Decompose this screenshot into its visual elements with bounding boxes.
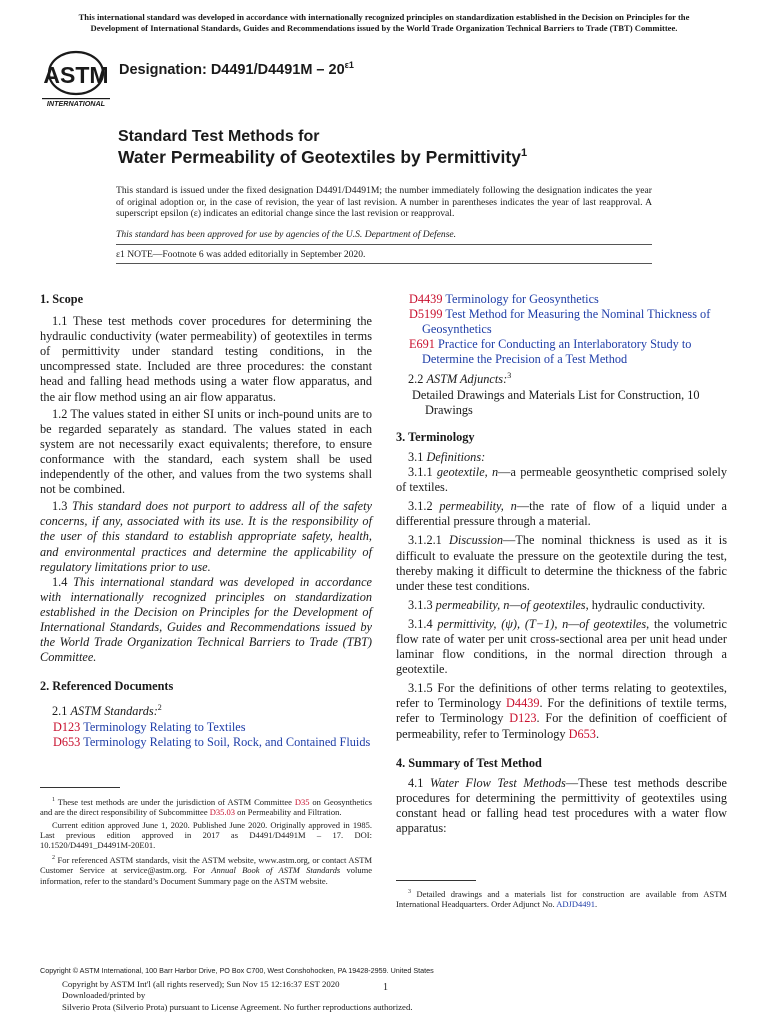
footnote-1: $^1$ These test methods are under the jurisdiction of ASTM Committee D35 on Geosynthetics and are the direct responsibility of Subcommittee D35.03 on Permeability and Filtration. (40, 796, 372, 818)
para-2-2-text: ASTM Adjuncts: (426, 372, 508, 387)
intro-note-rule (116, 263, 652, 264)
para-3-1-4-num: 3.1.4 (408, 616, 433, 631)
ref-d653-code[interactable]: D653 (53, 734, 81, 749)
title-footnote-mark: 1 (520, 147, 528, 160)
ref-e691-code[interactable]: E691 (409, 337, 435, 352)
ref-d4439-title[interactable]: Terminology for Geosynthetics (445, 292, 599, 306)
para-3-1-2-text: —the rate of flow of a liquid under a differential pressure through a material. (396, 499, 727, 529)
para-2-1 (40, 700, 372, 719)
para-3-1-5-b: . For the definitions of textile terms, refer to Terminology (396, 696, 727, 726)
footnote-1-d35[interactable]: D35 (294, 796, 310, 807)
para-3-1-2 (396, 499, 727, 529)
para-3-1-1-text: —a permeable geosynthetic comprised solely of textiles. (396, 465, 727, 495)
para-3-1-3-text: , hydraulic conductivity. (585, 597, 706, 612)
footnote-1-c: on Permeability and Filtration. (237, 807, 342, 818)
footer-license (62, 979, 413, 1013)
footnote-3 (396, 887, 727, 910)
para-3-1-4-text: , the volumetric flow rate of water per unit cross-sectional area per unit head under laminar flow conditions, in the normal direction through a geotextile. (396, 616, 727, 677)
designation (119, 60, 354, 78)
ref-d653-title[interactable]: Terminology Relating to Soil, Rock, and Contained Fluids (83, 734, 371, 749)
para-2-1-sup: 2 (157, 703, 162, 713)
section-3-heading: 3. Terminology (396, 429, 475, 444)
editorial-note: ε1 NOTE—Footnote 6 was added editorially in September 2020. (116, 249, 366, 260)
para-3-1-5-c: . For the definition of coefficient of permeability, refer to Terminology (396, 711, 727, 741)
footer-line3: Silverio Prota (Silverio Prota) pursuant to License Agreement. No further reproductions authorized. (62, 1001, 413, 1012)
ref-e691-title[interactable]: Practice for Conducting an Interlaboratory Study to Determine the Precision of a Test Method (422, 337, 692, 367)
astm-logo (40, 50, 112, 108)
para-1-3-text: This standard does not purport to address all of the safety concerns, if any, associated with its use. It is the responsibility of the user of this standard to establish appropriate safety, health, and environmental practices and determine the applicability of regulatory limitations prior to use. (40, 499, 372, 574)
para-3-1-5-ref-d4439[interactable]: D4439 (506, 696, 540, 711)
footnote-3-a: Detailed drawings and a materials list for construction are available from ASTM International Headquarters. Order Adjunct No. (396, 888, 727, 910)
section-4-heading: 4. Summary of Test Method (396, 755, 542, 770)
para-3-1-2-1-term: Discussion (449, 533, 504, 548)
para-3-1-3-num: 3.1.3 (408, 597, 433, 612)
para-1-4-num: 1.4 (52, 574, 68, 589)
page-number: 1 (383, 982, 388, 993)
para-1-3-num: 1.3 (52, 499, 68, 514)
designation-sup: ε1 (344, 60, 354, 70)
title-line1: Standard Test Methods for (118, 128, 320, 145)
footnote-2-a: For referenced ASTM standards, visit the ASTM website, www.astm.org, or contact ASTM Customer Service at service@astm.org. For (40, 854, 373, 876)
ref-e691[interactable] (409, 337, 727, 367)
para-1-4-text: This international standard was developed in accordance with internationally recognized principles on standardization established in the Decision on Principles for the Development of International Standards, Guides and Recommendations issued by the World Trade Organization Technical Barriers to Trade (TBT) Committee. (40, 574, 373, 665)
title-line2-text: Water Permeability of Geotextiles by Permittivity (118, 147, 521, 167)
ref-d4439[interactable] (409, 292, 727, 307)
para-2-1-num: 2.1 (52, 704, 68, 719)
para-3-1-4-term: permittivity, (ψ), (T−1), n—of geotextiles (437, 616, 647, 631)
para-3-1-2-num: 3.1.2 (408, 499, 433, 514)
ref-d5199[interactable] (409, 307, 727, 337)
para-3-1-4 (396, 617, 727, 677)
left-column (40, 292, 372, 750)
para-3-1 (396, 450, 727, 465)
para-1-3 (40, 499, 372, 574)
para-4-1-num: 4.1 (408, 775, 424, 790)
para-2-2-sup: 3 (507, 371, 512, 381)
footnote-1-b: on Geosynthetics and are the direct responsibility of Subcommittee (40, 796, 372, 818)
ref-d5199-code[interactable]: D5199 (409, 307, 443, 322)
footnote-3-b: . (595, 899, 598, 910)
para-2-1-text: ASTM Standards: (70, 704, 158, 719)
para-3-1-num: 3.1 (408, 449, 424, 464)
footnote-3-body: $^3$ Detailed drawings and a materials list for construction are available from ASTM International Headquarters. Order Adjunct No. ADJD4491. (396, 888, 727, 910)
para-3-1-5 (396, 681, 727, 741)
top-notice (30, 12, 738, 34)
para-1-4 (40, 575, 372, 666)
para-3-1-text: Definitions: (426, 449, 486, 464)
logo-subtext: INTERNATIONAL (46, 99, 106, 108)
para-3-1-2-1 (396, 533, 727, 593)
para-3-1-2-term: permeability, n (439, 499, 517, 514)
footnote-2-italic: Annual Book of ASTM Standards (211, 865, 341, 876)
ref-d653[interactable] (53, 735, 372, 750)
para-3-1-5-a: 3.1.5 For the definitions of other terms relating to geotextiles, refer to Terminology (396, 681, 727, 711)
para-3-1-2-1-num: 3.1.2.1 (408, 533, 442, 548)
para-3-1-3-term: permeability, n—of geotextiles (435, 597, 586, 612)
dod-approval: This standard has been approved for use by agencies of the U.S. Department of Defense. (116, 229, 457, 240)
para-3-1-1 (396, 465, 727, 495)
para-1-1: 1.1 These test methods cover procedures for determining the hydraulic conductivity (water permeability) of geotextiles in terms of permittivity under standard testing conditions, in the uncompressed state. Included are three procedures: the constant head and falling head methods using a water flow apparatus, and the air flow method using an air flow apparatus. (40, 314, 372, 404)
ref-d5199-title[interactable]: Test Method for Measuring the Nominal Thickness of Geosynthetics (422, 307, 711, 337)
section-1-heading: 1. Scope (40, 292, 84, 306)
footnote-2-b: volume information, refer to the standard’s Document Summary page on the ASTM website. (40, 865, 373, 886)
footer-copyright: Copyright © ASTM International, 100 Barr Harbor Drive, PO Box C700, West Conshohocken, PA 19428-2959. United States (40, 966, 434, 975)
footer-line1: Copyright by ASTM Int'l (all rights reserved); Sun Nov 15 12:16:37 EST 2020 (62, 979, 340, 989)
footnote-1-edition: Current edition approved June 1, 2020. Published June 2020. Originally approved in 1985. Last previous edition approved in 2017 as D4491/D4491M – 17. DOI: 10.1520/D4491_D4491M-20E01. (40, 819, 372, 851)
para-3-1-5-ref-d123[interactable]: D123 (509, 711, 537, 726)
footnote-2: $^2$ For referenced ASTM standards, visit the ASTM website, www.astm.org, or contact ASTM Customer Service at service@astm.org. For Annual Book of ASTM Standards volume information, refer to the standard’s Document Summary page on the ASTM website. (40, 854, 373, 886)
footnote-1-a: These test methods are under the jurisdiction of ASTM Committee (57, 796, 292, 807)
ref-d123[interactable] (53, 720, 372, 735)
top-notice-line1: This international standard was developed in accordance with internationally recognized principles on standardization established in the Decision on Principles for the (78, 12, 690, 22)
para-4-1 (396, 776, 727, 836)
right-column (396, 292, 727, 836)
para-3-1-1-term: geotextile, n (436, 465, 499, 480)
intro-rule (116, 244, 652, 245)
designation-label: Designation: D4491/D4491M – 20 (119, 61, 345, 78)
para-2-2-num: 2.2 (408, 372, 424, 387)
para-3-1-3 (396, 598, 727, 613)
section-2-heading: 2. Referenced Documents (40, 679, 174, 694)
right-footnote-rule (396, 880, 476, 881)
adjunct-item: Detailed Drawings and Materials List for Construction, 10 Drawings (412, 387, 700, 417)
top-notice-line2: Development of International Standards, Guides and Recommendations issued by the World Trade Organization Technical Barriers to Trade (TBT) Committee. (90, 23, 678, 33)
para-1-2: 1.2 The values stated in either SI units or inch-pound units are to be regarded separately as standard. The values stated in each system are not necessarily exact equivalents; therefore, to ensure conformance with the standard, each system shall be used independently of the other, and values from the two systems shall not be combined. (40, 406, 372, 497)
intro-paragraph: This standard is issued under the fixed designation D4491/D4491M; the number immediately following the designation indicates the year of original adoption or, in the case of revision, the year of last revision. A number in parentheses indicates the year of last reapproval. A superscript epsilon (ε) indicates an editorial change since the last revision or reapproval. (116, 185, 652, 220)
para-2-2 (396, 368, 727, 387)
para-3-1-2-1-text: —The nominal thickness is used as it is difficult to evaluate the pressure on the geotextile during the test, thereby making it difficult to determine the thickness of the fabric under these test conditions. (396, 533, 727, 593)
left-footnote-rule (40, 787, 120, 788)
footer-line2: Downloaded/printed by (62, 990, 146, 1001)
ref-d4439-code[interactable]: D4439 (409, 292, 443, 306)
para-4-1-text: —These test methods describe procedures for determining the permittivity of geotextiles using constant head or falling head test procedures with a water flow apparatus: (396, 775, 727, 835)
para-4-1-term: Water Flow Test Methods (430, 775, 566, 790)
footnote-1-d3503[interactable]: D35.03 (209, 807, 235, 818)
title-line2 (118, 147, 527, 168)
footnote-3-link[interactable]: ADJD4491 (556, 899, 596, 910)
para-3-1-5-d: . (595, 726, 600, 741)
para-3-1-5-ref-d653[interactable]: D653 (568, 726, 596, 741)
ref-d123-title[interactable]: Terminology Relating to Textiles (83, 719, 246, 734)
ref-d123-code[interactable]: D123 (53, 719, 81, 734)
left-footnotes (40, 795, 372, 886)
para-3-1-1-num: 3.1.1 (408, 465, 433, 480)
logo-text: ASTM (43, 62, 109, 88)
